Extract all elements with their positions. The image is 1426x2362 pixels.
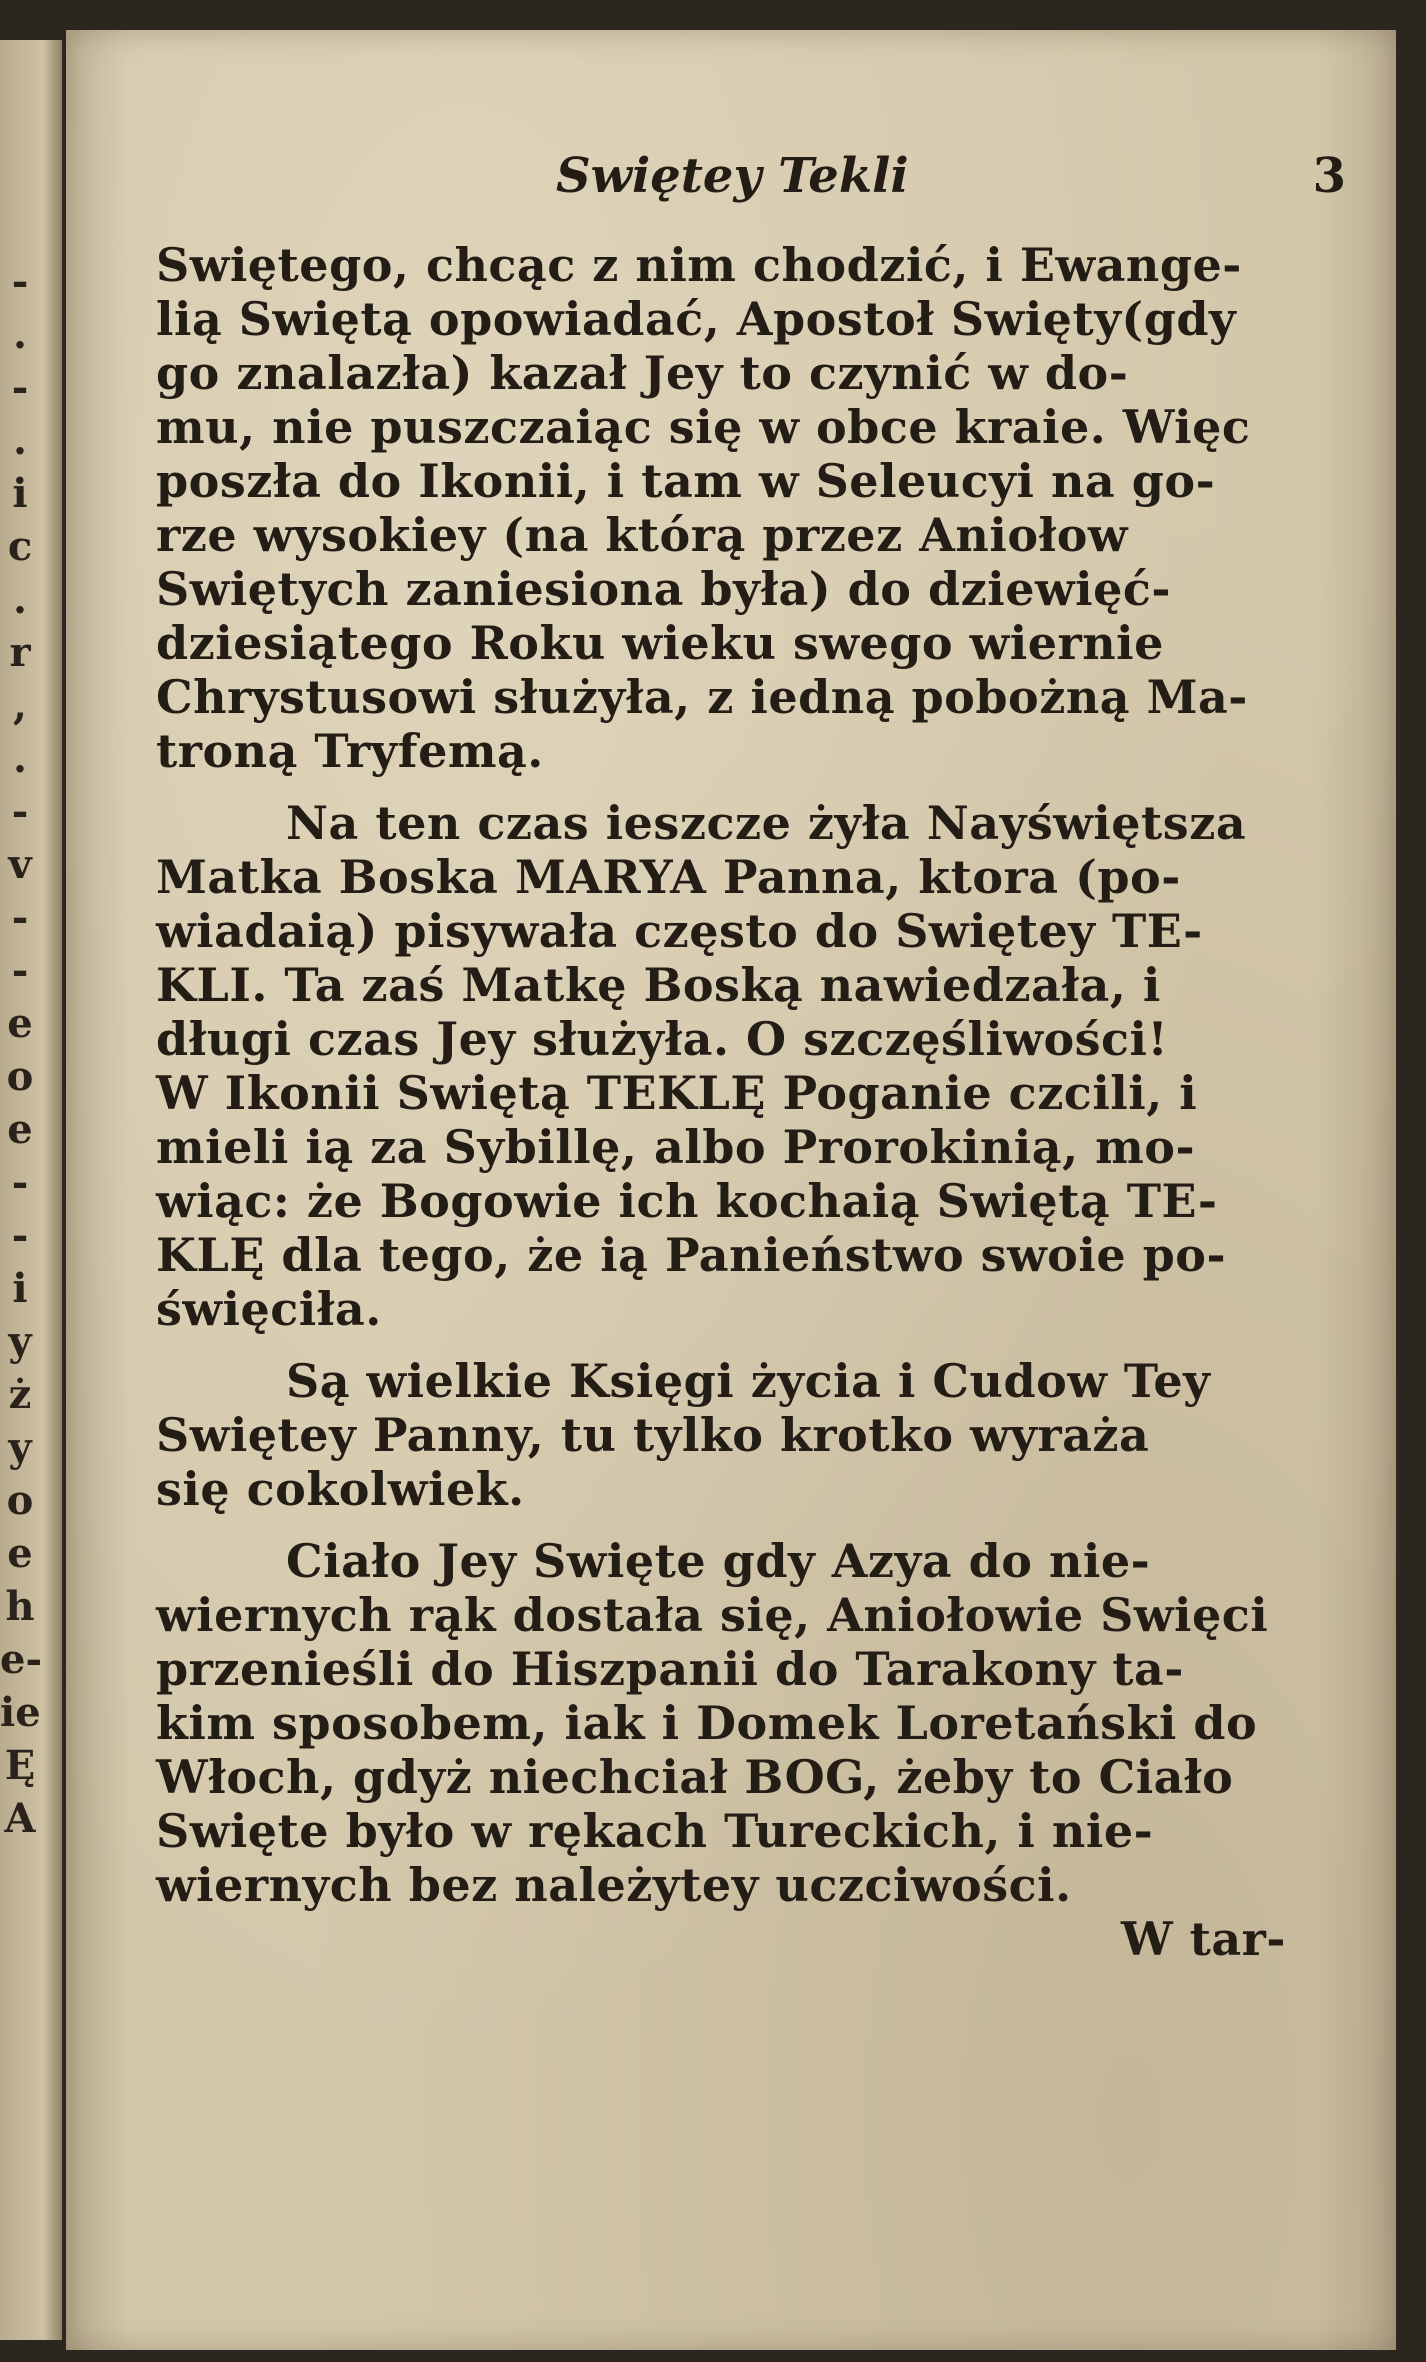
text-line: go znalazła) kazał Jey to czynić w do- [156,346,1129,400]
previous-page-char: . [13,576,27,623]
paragraph-start-line: Ciało Jey Swięte gdy Azya do nie- [286,1534,1151,1588]
previous-page-char: - [11,364,29,411]
catchword: W tar- [1120,1912,1286,1966]
text-line: lią Swiętą opowiadać, Apostoł Swięty(gdy [156,292,1237,346]
text-line: W Ikonii Swiętą TEKLĘ Poganie czcili, i [156,1066,1198,1120]
previous-page-edge [0,40,62,2340]
previous-page-char: - [11,258,29,305]
previous-page-char: i [12,470,28,517]
text-line: mieli ią za Sybillę, albo Prorokinią, mo- [156,1120,1196,1174]
text-line: Swiętey Panny, tu tylko krotko wyraża [156,1408,1150,1462]
text-line: Włoch, gdyż niechciał BOG, żeby to Ciało [156,1750,1234,1804]
previous-page-char: - [11,788,29,835]
running-head: Swiętey Tekli [556,148,909,204]
book-page [66,30,1396,2350]
text-line: troną Tryfemą. [156,724,544,778]
previous-page-char: o [6,1053,34,1100]
previous-page-char: ie [0,1689,41,1736]
text-line: rze wysokiey (na którą przez Aniołow [156,508,1128,562]
paragraph-gap [156,1336,1366,1354]
text-line: KLĘ dla tego, że ią Panieństwo swoie po- [156,1228,1227,1282]
text-line: KLI. Ta zaś Matkę Boską nawiedzała, i [156,958,1161,1012]
text-line: dziesiątego Roku wieku swego wiernie [156,616,1164,670]
text-line: wiernych rąk dostała się, Aniołowie Swięci [156,1588,1269,1642]
previous-page-char: - [11,894,29,941]
text-line: kim sposobem, iak i Domek Loretański do [156,1696,1258,1750]
paragraph-start-line: Na ten czas ieszcze żyła Nayświętsza [286,796,1247,850]
text-line: Chrystusowi służyła, z iedną pobożną Ma- [156,670,1248,724]
previous-page-char: e [7,1000,33,1047]
previous-page-char: , [13,682,27,729]
previous-page-char: . [13,735,27,782]
paragraph-gap [156,1516,1366,1534]
previous-page-char: h [5,1583,35,1630]
text-line: wiadaią) pisywała często do Swiętey TE- [156,904,1203,958]
text-line: długi czas Jey służyła. O szczęśliwości! [156,1012,1169,1066]
previous-page-char: - [11,947,29,994]
text-line: Swięte było w rękach Tureckich, i nie- [156,1804,1154,1858]
text-line: Matka Boska MARYA Panna, ktora (po- [156,850,1181,904]
text-line: przenieśli do Hiszpanii do Tarakony ta- [156,1642,1184,1696]
previous-page-char: y [8,1424,32,1471]
previous-page-char: r [9,629,31,676]
text-line: Swiętego, chcąc z nim chodzić, i Ewange- [156,238,1242,292]
previous-page-char: - [11,1212,29,1259]
previous-page-char: o [6,1477,34,1524]
page-text [156,126,1366,1966]
paragraph-gap [156,778,1366,796]
text-line: poszła do Ikonii, i tam w Seleucyi na go- [156,454,1216,508]
previous-page-char: e- [0,1636,43,1683]
text-line: święciła. [156,1282,382,1336]
previous-page-characters [0,255,43,1845]
previous-page-char: i [12,1265,28,1312]
previous-page-char: e [7,1530,33,1577]
previous-page-char: Ę [4,1742,36,1789]
text-line: się cokolwiek. [156,1462,525,1516]
previous-page-char: c [7,523,33,570]
text-line: Swiętych zaniesiona była) do dziewięć- [156,562,1171,616]
text-line: wiernych bez należytey uczciwości. [156,1858,1072,1912]
previous-page-char: . [13,311,27,358]
previous-page-char: v [8,841,32,888]
previous-page-char: e [7,1106,33,1153]
text-line: mu, nie puszczaiąc się w obce kraie. Więc [156,400,1251,454]
previous-page-char: y [8,1318,32,1365]
text-line: wiąc: że Bogowie ich kochaią Swiętą TE- [156,1174,1218,1228]
previous-page-char: A [4,1795,36,1842]
previous-page-char: . [13,417,27,464]
previous-page-char: ż [8,1371,32,1418]
previous-page-char: - [11,1159,29,1206]
page-header [156,126,1366,238]
page-number: 3 [1312,148,1346,204]
paragraph-start-line: Są wielkie Księgi życia i Cudow Tey [286,1354,1211,1408]
